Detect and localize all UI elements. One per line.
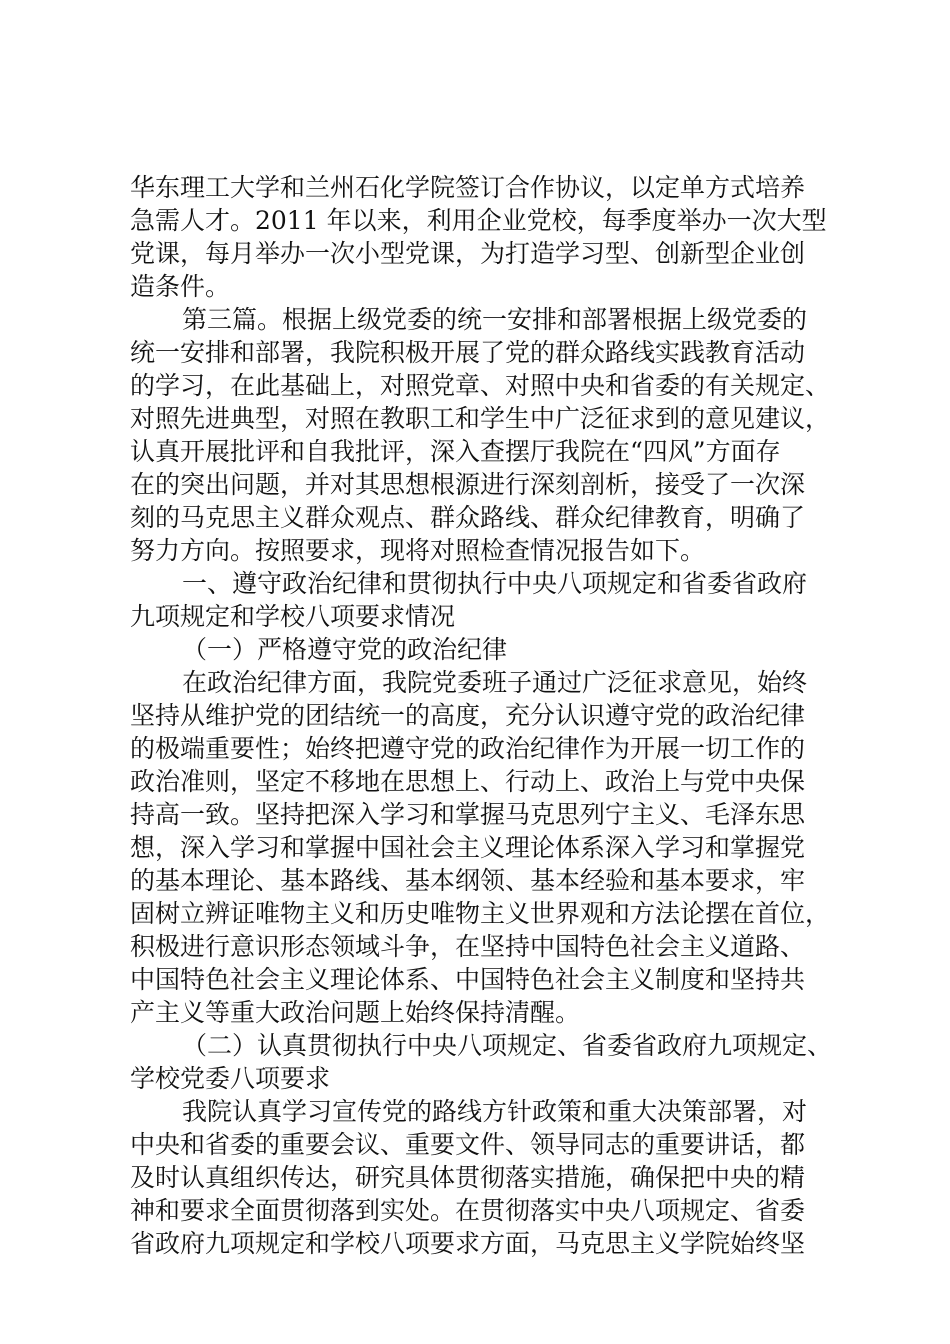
text-line: 中央和省委的重要会议、重要文件、领导同志的重要讲话，都 <box>130 1130 806 1159</box>
text-line: 省政府九项规定和学校八项要求方面，马克思主义学院始终坚 <box>130 1229 806 1258</box>
text-line: 固树立辨证唯物主义和历史唯物主义世界观和方法论摆在首位， <box>130 899 831 928</box>
text-line: 党课，每月举办一次小型党课，为打造学习型、创新型企业创 <box>130 239 806 268</box>
text-line: 政治准则，坚定不移地在思想上、行动上、政治上与党中央保 <box>130 767 806 796</box>
text-line: 积极进行意识形态领域斗争，在坚持中国特色社会主义道路、 <box>130 932 806 961</box>
body-text <box>130 171 833 1260</box>
subsection-heading-line: （二）认真贯彻执行中央八项规定、省委省政府九项规定、 <box>182 1031 833 1060</box>
text-line: 急需人才。2011 年以来，利用企业党校，每季度举办一次大型 <box>130 206 827 235</box>
paragraph-start-line: 在政治纪律方面，我院党委班子通过广泛征求意见，始终 <box>182 668 808 697</box>
subsection-heading-line: 学校党委八项要求 <box>130 1064 331 1093</box>
text-line: 及时认真组织传达，研究具体贯彻落实措施，确保把中央的精 <box>130 1163 806 1192</box>
text-line: 的基本理论、基本路线、基本纲领、基本经验和基本要求，牢 <box>130 866 806 895</box>
text-line: 努力方向。按照要求，现将对照检查情况报告如下。 <box>130 536 706 565</box>
text-line: 想，深入学习和掌握中国社会主义理论体系深入学习和掌握党 <box>130 833 806 862</box>
text-line: 坚持从维护党的团结统一的高度，充分认识遵守党的政治纪律 <box>130 701 806 730</box>
text-line: 的学习，在此基础上，对照党章、对照中央和省委的有关规定、 <box>130 371 831 400</box>
section-heading-line: 一、遵守政治纪律和贯彻执行中央八项规定和省委省政府 <box>182 569 808 598</box>
text-line: 的极端重要性；始终把遵守党的政治纪律作为开展一切工作的 <box>130 734 806 763</box>
text-line: 产主义等重大政治问题上始终保持清醒。 <box>130 998 581 1027</box>
text-line: 认真开展批评和自我批评，深入查摆厅我院在“四风”方面存 <box>130 437 781 466</box>
text-line: 统一安排和部署，我院积极开展了党的群众路线实践教育活动 <box>130 338 806 367</box>
text-line: 对照先进典型，对照在教职工和学生中广泛征求到的意见建议， <box>130 404 831 433</box>
text-line: 造条件。 <box>130 272 231 301</box>
section-heading-line: 九项规定和学校八项要求情况 <box>130 602 456 631</box>
subsection-heading-line: （一）严格遵守党的政治纪律 <box>182 635 508 664</box>
text-line: 神和要求全面贯彻落到实处。在贯彻落实中央八项规定、省委 <box>130 1196 806 1225</box>
text-line: 持高一致。坚持把深入学习和掌握马克思列宁主义、毛泽东思 <box>130 800 806 829</box>
text-line: 刻的马克思主义群众观点、群众路线、群众纪律教育，明确了 <box>130 503 806 532</box>
text-line: 在的突出问题，并对其思想根源进行深刻剖析，接受了一次深 <box>130 470 806 499</box>
paragraph-start-line: 第三篇。根据上级党委的统一安排和部署根据上级党委的 <box>182 305 808 334</box>
paragraph-start-line: 我院认真学习宣传党的路线方针政策和重大决策部署，对 <box>182 1097 808 1126</box>
text-line: 中国特色社会主义理论体系、中国特色社会主义制度和坚持共 <box>130 965 806 994</box>
text-line: 华东理工大学和兰州石化学院签订合作协议，以定单方式培养 <box>130 173 806 202</box>
